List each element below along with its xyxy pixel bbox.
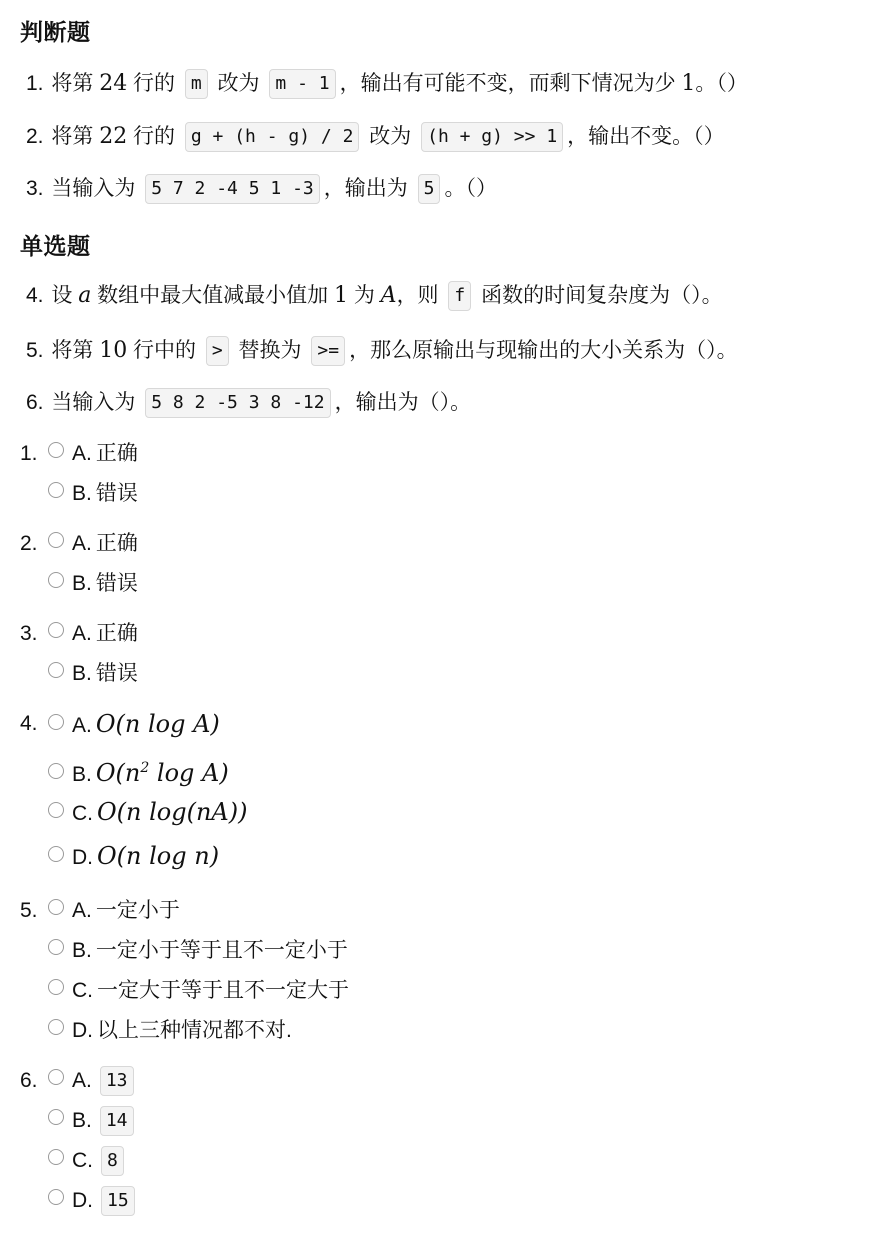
radio-icon[interactable] — [48, 662, 64, 678]
question-text: 函数的时间复杂度为（）。 — [475, 284, 723, 307]
question-text: 改为 — [211, 72, 266, 95]
option-1b[interactable] — [48, 476, 138, 512]
math-number: 1 — [681, 71, 696, 96]
inline-code: g + (h - g) / 2 — [185, 122, 360, 152]
option-6c[interactable] — [48, 1143, 128, 1179]
question-text: 将第 — [51, 339, 100, 362]
question-text: 替换为 — [232, 339, 308, 362]
option-math: O(n log n) — [97, 842, 220, 870]
option-letter: B. — [72, 939, 92, 962]
option-5b[interactable] — [48, 933, 348, 969]
radio-icon[interactable] — [48, 442, 64, 458]
option-6d[interactable] — [48, 1183, 139, 1219]
question-number: 1. — [26, 72, 44, 95]
radio-icon[interactable] — [48, 1189, 64, 1205]
option-4a[interactable] — [48, 706, 220, 742]
radio-icon[interactable] — [48, 532, 64, 548]
option-5a[interactable] — [48, 893, 180, 929]
answer-number: 2. — [20, 532, 38, 555]
question-text: 当输入为 — [51, 177, 142, 200]
radio-icon[interactable] — [48, 572, 64, 588]
option-6b[interactable] — [48, 1103, 138, 1139]
option-letter: C. — [72, 1149, 93, 1172]
option-1a[interactable] — [48, 436, 138, 472]
radio-icon[interactable] — [48, 763, 64, 779]
option-4d[interactable] — [48, 838, 219, 874]
radio-icon[interactable] — [48, 979, 64, 995]
question-text: 当输入为 — [51, 391, 142, 414]
answer-number: 5. — [20, 899, 38, 922]
option-letter: B. — [72, 662, 92, 685]
inline-code: > — [206, 336, 229, 366]
question-5 — [26, 333, 738, 369]
option-letter: D. — [72, 1019, 93, 1042]
option-2b[interactable] — [48, 566, 138, 602]
math-variable: a — [78, 283, 92, 308]
option-letter: C. — [72, 802, 93, 825]
radio-icon[interactable] — [48, 1109, 64, 1125]
option-3b[interactable] — [48, 656, 138, 692]
option-letter: B. — [72, 572, 92, 595]
question-number: 3. — [26, 177, 44, 200]
question-text: 行的 — [127, 125, 181, 148]
answer-number: 6. — [20, 1069, 38, 1092]
option-code: 13 — [100, 1066, 134, 1096]
option-text: 正确 — [95, 442, 138, 465]
option-letter: B. — [72, 1109, 92, 1132]
question-text: ，输出有可能不变，而剩下情况为少 — [339, 72, 682, 95]
question-text: 。（） — [444, 177, 497, 200]
option-letter: A. — [72, 622, 92, 645]
option-5d[interactable] — [48, 1013, 292, 1049]
answer-number: 3. — [20, 622, 38, 645]
math-number: 22 — [99, 124, 128, 149]
radio-icon[interactable] — [48, 939, 64, 955]
option-5c[interactable] — [48, 973, 349, 1009]
inline-code: 5 7 2 -4 5 1 -3 — [145, 174, 320, 204]
radio-icon[interactable] — [48, 482, 64, 498]
option-letter: A. — [72, 1069, 92, 1092]
question-text: 行中的 — [127, 339, 202, 362]
math-number: 1 — [334, 283, 348, 308]
option-4b[interactable] — [48, 750, 229, 786]
option-letter: B. — [72, 482, 92, 505]
radio-icon[interactable] — [48, 846, 64, 862]
question-text: 设 — [51, 284, 79, 307]
single-choice-section-title: 单选题 — [20, 233, 91, 259]
math-number: 24 — [99, 71, 128, 96]
option-text: 一定小于等于且不一定小于 — [95, 939, 348, 962]
inline-code: m — [185, 69, 208, 99]
question-1 — [26, 66, 748, 102]
question-text: 行的 — [127, 72, 181, 95]
option-text: 错误 — [95, 572, 138, 595]
question-3 — [26, 171, 497, 207]
option-letter: A. — [72, 714, 92, 737]
answer-number: 4. — [20, 712, 38, 735]
option-math-n-squared: $O(n^2$ log A) — [95, 759, 229, 787]
question-4 — [26, 278, 723, 314]
question-text: 将第 — [51, 125, 100, 148]
inline-code: 5 8 2 -5 3 8 -12 — [145, 388, 330, 418]
radio-icon[interactable] — [48, 1069, 64, 1085]
question-text: ，输出为（）。 — [334, 391, 472, 414]
inline-code: m - 1 — [269, 69, 335, 99]
question-number: 2. — [26, 125, 44, 148]
option-2a[interactable] — [48, 526, 138, 562]
inline-code: (h + g) >> 1 — [421, 122, 563, 152]
question-number: 4. — [26, 284, 44, 307]
answer-number: 1. — [20, 442, 38, 465]
question-number: 6. — [26, 391, 44, 414]
option-letter: C. — [72, 979, 93, 1002]
option-code: 8 — [101, 1146, 124, 1176]
radio-icon[interactable] — [48, 1019, 64, 1035]
question-text: 数组中最大值减最小值加 — [91, 284, 334, 307]
option-letter: D. — [72, 846, 93, 869]
inline-code: 5 — [418, 174, 441, 204]
option-4c[interactable] — [48, 794, 248, 830]
option-letter: A. — [72, 899, 92, 922]
option-text: 以上三种情况都不对. — [97, 1019, 292, 1042]
radio-icon[interactable] — [48, 899, 64, 915]
math-number: 10 — [99, 338, 128, 363]
option-6a[interactable] — [48, 1063, 138, 1099]
question-text: ，则 — [396, 284, 445, 307]
radio-icon[interactable] — [48, 802, 64, 818]
option-code: 14 — [100, 1106, 134, 1136]
option-text: 一定大于等于且不一定大于 — [97, 979, 349, 1002]
judge-section-title: 判断题 — [20, 19, 91, 45]
option-letter: A. — [72, 532, 92, 555]
question-2 — [26, 119, 725, 155]
question-text: 。（） — [695, 72, 748, 95]
option-text: 正确 — [95, 622, 138, 645]
option-text: 一定小于 — [95, 899, 180, 922]
radio-icon[interactable] — [48, 622, 64, 638]
radio-icon[interactable] — [48, 714, 64, 730]
option-letter: D. — [72, 1189, 93, 1212]
question-number: 5. — [26, 339, 44, 362]
option-math: O(n log A) — [95, 710, 220, 738]
question-text: ，那么原输出与现输出的大小关系为（）。 — [349, 339, 738, 362]
question-text: 将第 — [51, 72, 100, 95]
option-text: 正确 — [95, 532, 138, 555]
option-3a[interactable] — [48, 616, 138, 652]
question-text: ，输出为 — [323, 177, 414, 200]
inline-code: f — [448, 281, 471, 311]
option-text: 错误 — [95, 482, 138, 505]
option-text: 错误 — [95, 662, 138, 685]
question-text: 改为 — [363, 125, 418, 148]
question-6 — [26, 385, 471, 421]
radio-icon[interactable] — [48, 1149, 64, 1165]
question-text: 为 — [348, 284, 381, 307]
option-math: O(n log(nA)) — [97, 798, 248, 826]
option-code: 15 — [101, 1186, 135, 1216]
option-letter: A. — [72, 442, 92, 465]
math-variable: A — [380, 283, 397, 308]
option-letter: B. — [72, 763, 92, 786]
inline-code: >= — [311, 336, 345, 366]
question-text: ，输出不变。（） — [567, 125, 725, 148]
